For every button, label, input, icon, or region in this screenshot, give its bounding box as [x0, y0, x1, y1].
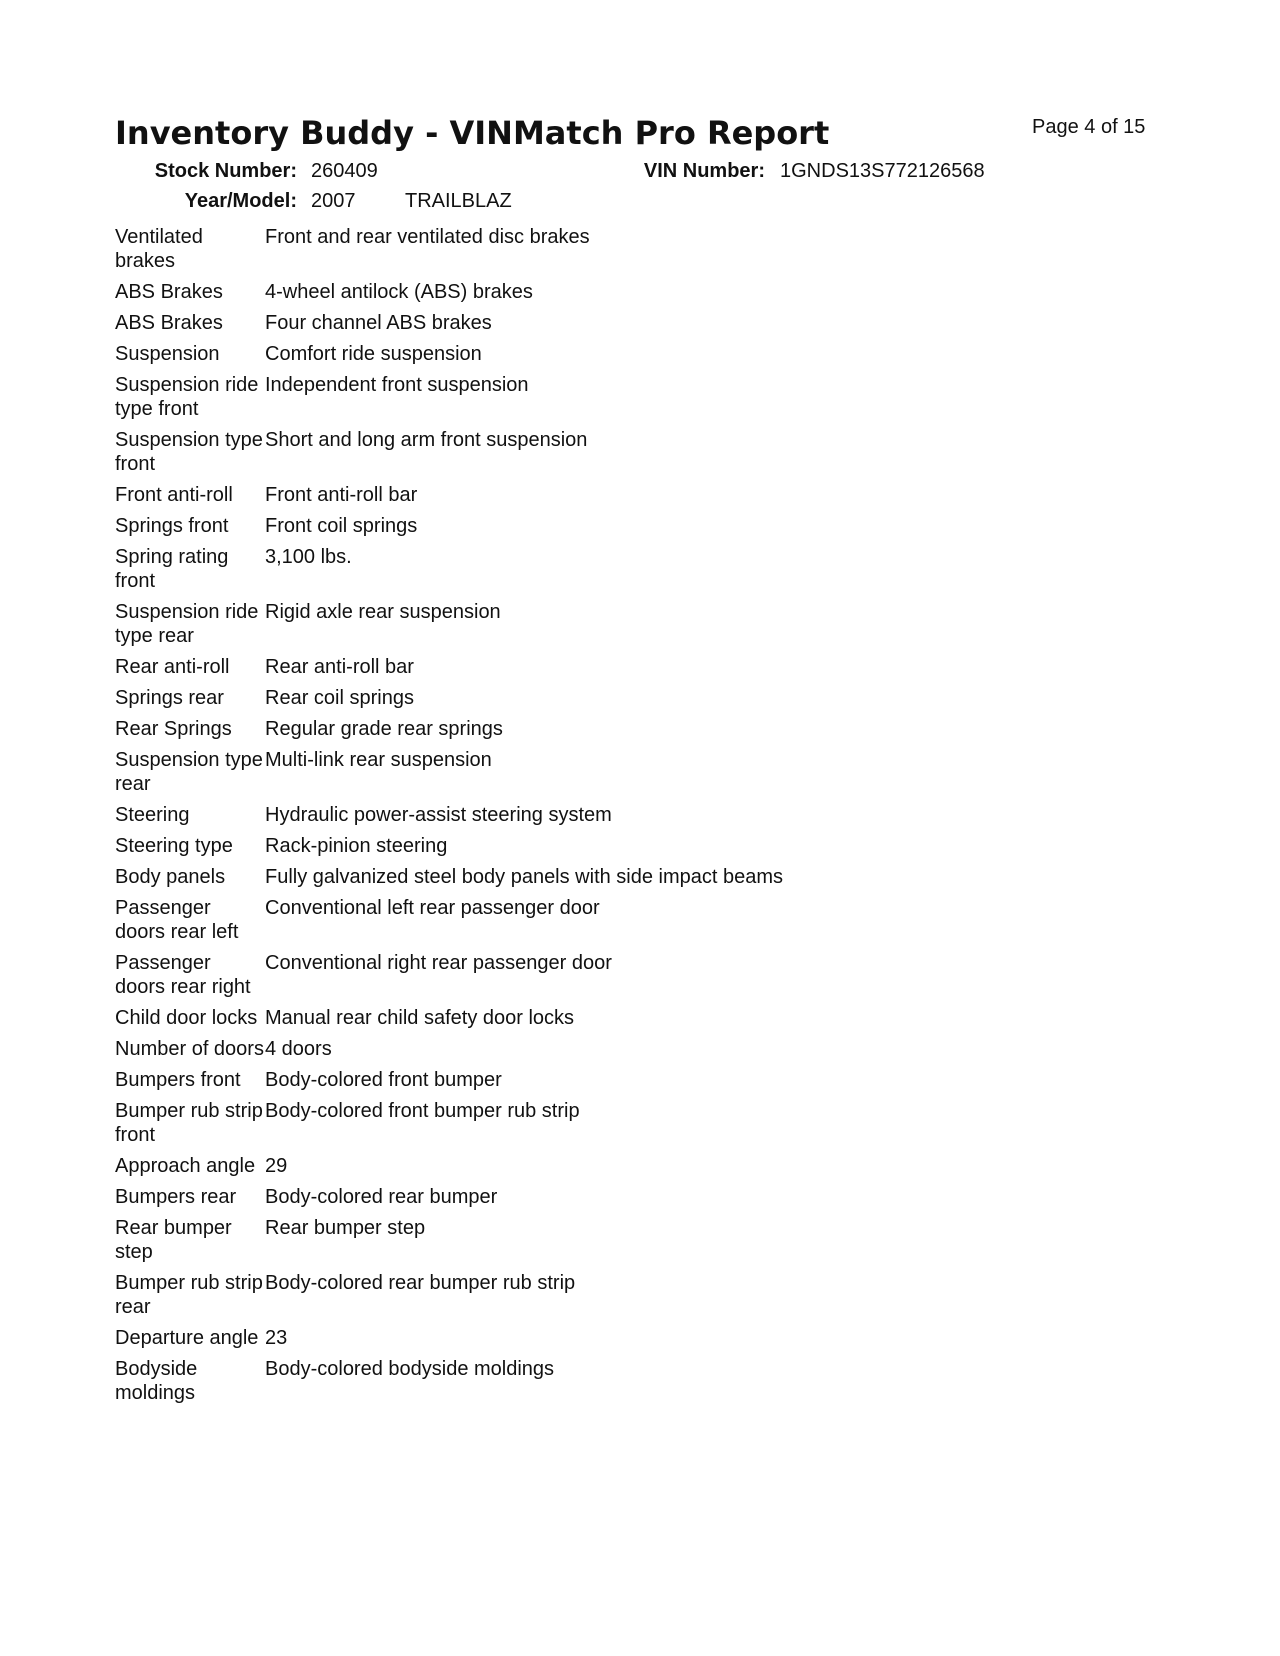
spec-value: Regular grade rear springs [265, 718, 503, 740]
year-model-label: Year/Model: [184, 190, 297, 212]
spec-row [115, 514, 1015, 545]
spec-row [115, 600, 1015, 655]
spec-row [115, 896, 1015, 951]
spec-name: Passenger doors rear right [115, 952, 251, 998]
spec-row [115, 1037, 1015, 1068]
stock-number-label: Stock Number: [154, 160, 297, 182]
spec-name: Number of doors [115, 1038, 264, 1060]
spec-value: Body-colored rear bumper [265, 1186, 498, 1208]
spec-row [115, 1326, 1015, 1357]
spec-row [115, 686, 1015, 717]
spec-name: ABS Brakes [115, 281, 223, 303]
spec-row [115, 428, 1015, 483]
spec-value: 23 [265, 1327, 288, 1349]
spec-name: Rear bumper step [115, 1217, 232, 1263]
spec-row [115, 1185, 1015, 1216]
spec-value: Rear coil springs [265, 687, 414, 709]
model-value: TRAILBLAZ [405, 190, 512, 212]
spec-row [115, 1006, 1015, 1037]
spec-row [115, 225, 1015, 280]
vin-number-label: VIN Number: [643, 160, 765, 182]
spec-name: Springs rear [115, 687, 224, 709]
spec-row [115, 1154, 1015, 1185]
spec-name: Suspension ride type rear [115, 601, 259, 647]
spec-name: Bumper rub strip front [115, 1100, 263, 1146]
spec-name: Bumpers rear [115, 1186, 237, 1208]
spec-name: Suspension type rear [115, 749, 263, 795]
spec-value: Independent front suspension [265, 374, 529, 396]
spec-table [115, 225, 1015, 1412]
stock-number-value: 260409 [311, 160, 378, 182]
spec-row [115, 1357, 1015, 1412]
spec-name: Passenger doors rear left [115, 897, 239, 943]
spec-name: Bumper rub strip rear [115, 1272, 263, 1318]
spec-value: Front anti-roll bar [265, 484, 418, 506]
spec-row [115, 951, 1015, 1006]
spec-row [115, 717, 1015, 748]
spec-value: Conventional left rear passenger door [265, 897, 600, 919]
spec-row [115, 834, 1015, 865]
spec-value: 4 doors [265, 1038, 332, 1060]
spec-row [115, 545, 1015, 600]
spec-name: Approach angle [115, 1155, 256, 1177]
spec-row [115, 1099, 1015, 1154]
spec-value: Body-colored front bumper [265, 1069, 502, 1091]
spec-value: Hydraulic power-assist steering system [265, 804, 612, 826]
spec-row [115, 280, 1015, 311]
spec-value: Rear anti-roll bar [265, 656, 414, 678]
spec-value: Body-colored bodyside moldings [265, 1358, 555, 1380]
report-title: Inventory Buddy - VINMatch Pro Report [115, 114, 830, 152]
spec-row [115, 748, 1015, 803]
spec-name: Bodyside moldings [115, 1358, 198, 1404]
page-number: Page 4 of 15 [1032, 116, 1146, 138]
spec-value: Front coil springs [265, 515, 418, 537]
spec-row [115, 1068, 1015, 1099]
spec-value: Body-colored rear bumper rub strip [265, 1272, 576, 1294]
spec-name: ABS Brakes [115, 312, 223, 334]
spec-value: Four channel ABS brakes [265, 312, 492, 334]
spec-value: 4-wheel antilock (ABS) brakes [265, 281, 533, 303]
spec-name: Bumpers front [115, 1069, 241, 1091]
spec-value: Manual rear child safety door locks [265, 1007, 575, 1029]
spec-row [115, 311, 1015, 342]
spec-name: Suspension ride type front [115, 374, 259, 420]
spec-row [115, 342, 1015, 373]
spec-value: Comfort ride suspension [265, 343, 482, 365]
spec-row [115, 373, 1015, 428]
spec-name: Rear anti-roll [115, 656, 230, 678]
spec-value: Fully galvanized steel body panels with side impact beams [265, 866, 784, 888]
spec-value: 3,100 lbs. [265, 546, 352, 568]
spec-row [115, 803, 1015, 834]
spec-name: Steering [115, 804, 190, 826]
spec-row [115, 865, 1015, 896]
spec-name: Departure angle [115, 1327, 259, 1349]
spec-table-body [115, 225, 1015, 1412]
year-value: 2007 [311, 190, 356, 212]
spec-name: Suspension type front [115, 429, 263, 475]
spec-name: Springs front [115, 515, 229, 537]
spec-row [115, 1216, 1015, 1271]
spec-value: Rigid axle rear suspension [265, 601, 501, 623]
vin-number-value: 1GNDS13S772126568 [780, 160, 985, 182]
spec-row [115, 483, 1015, 514]
spec-value: Body-colored front bumper rub strip [265, 1100, 580, 1122]
spec-value: Rack-pinion steering [265, 835, 448, 857]
spec-value: Multi-link rear suspension [265, 749, 492, 771]
spec-name: Child door locks [115, 1007, 258, 1029]
spec-name: Suspension [115, 343, 220, 365]
spec-name: Spring rating front [115, 546, 229, 592]
spec-value: Conventional right rear passenger door [265, 952, 612, 974]
spec-value: Short and long arm front suspension [265, 429, 588, 451]
spec-name: Rear Springs [115, 718, 232, 740]
spec-row [115, 1271, 1015, 1326]
spec-name: Ventilated brakes [115, 226, 203, 272]
spec-name: Front anti-roll [115, 484, 233, 506]
spec-name: Body panels [115, 866, 226, 888]
spec-row [115, 655, 1015, 686]
spec-value: 29 [265, 1155, 288, 1177]
spec-value: Front and rear ventilated disc brakes [265, 226, 590, 248]
spec-name: Steering type [115, 835, 233, 857]
spec-value: Rear bumper step [265, 1217, 426, 1239]
